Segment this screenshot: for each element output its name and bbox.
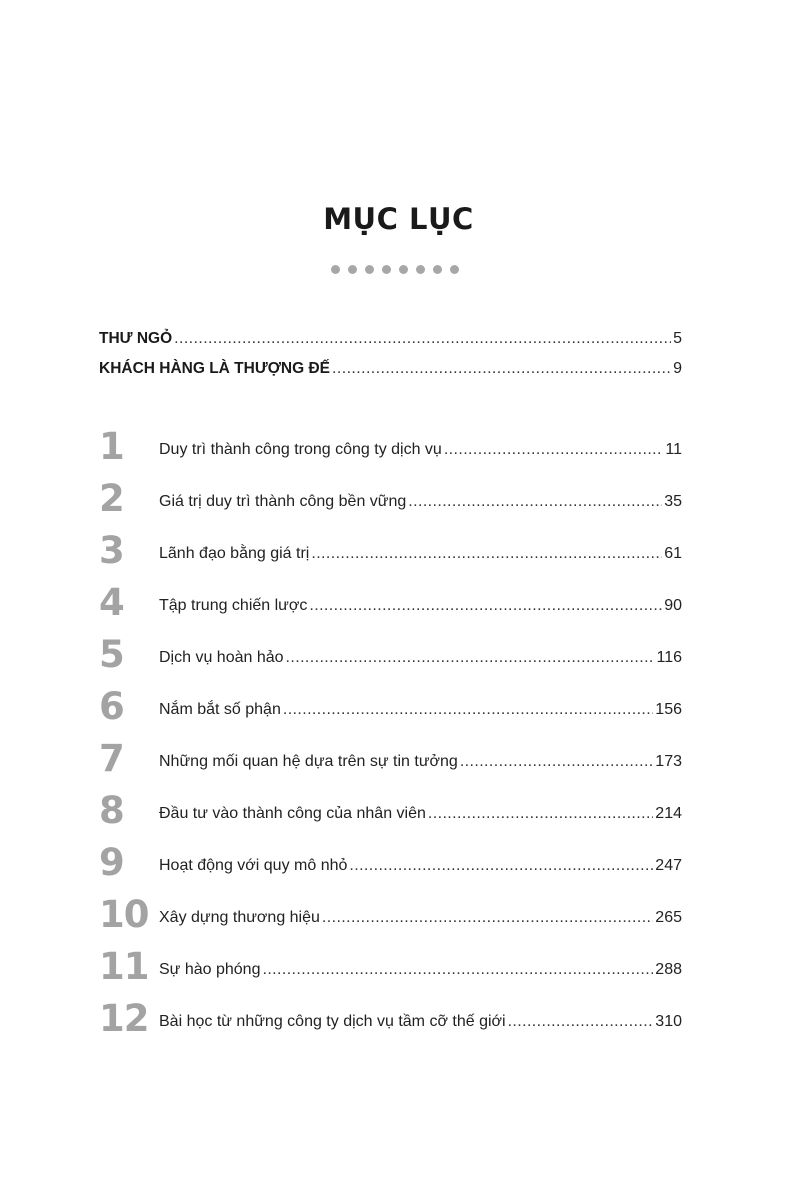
chapter-entry[interactable] xyxy=(99,895,682,935)
chapter-entry[interactable] xyxy=(99,427,682,467)
chapter-number: 5 xyxy=(99,633,124,676)
toc-page-number: 35 xyxy=(664,493,682,510)
dot-leader xyxy=(309,596,662,616)
chapter-entry[interactable] xyxy=(99,635,682,675)
toc-entry-customer-is-king[interactable] xyxy=(99,359,682,379)
title-divider-dots xyxy=(331,265,459,274)
chapter-title: Dịch vụ hoàn hảo xyxy=(159,649,284,666)
toc-page-number: 288 xyxy=(655,961,682,978)
divider-dot xyxy=(399,265,408,274)
divider-dot xyxy=(331,265,340,274)
divider-dot xyxy=(450,265,459,274)
chapter-entry[interactable] xyxy=(99,947,682,987)
chapter-title: Nắm bắt số phận xyxy=(159,701,281,718)
toc-page-number: 116 xyxy=(656,649,682,666)
dot-leader xyxy=(286,648,655,668)
chapter-title: Xây dựng thương hiệu xyxy=(159,909,320,926)
dot-leader xyxy=(444,440,664,460)
chapter-title: Sự hào phóng xyxy=(159,961,261,978)
toc-page-number: 61 xyxy=(664,545,682,562)
chapter-title: Tập trung chiến lược xyxy=(159,597,308,614)
chapter-number: 8 xyxy=(99,789,124,832)
dot-leader xyxy=(174,329,671,349)
chapter-number: 9 xyxy=(99,841,124,884)
page-title: MỤC LỤC xyxy=(323,202,474,236)
chapter-title: Bài học từ những công ty dịch vụ tầm cỡ thế giới xyxy=(159,1013,506,1030)
divider-dot xyxy=(433,265,442,274)
chapter-entry[interactable] xyxy=(99,687,682,727)
chapter-entry[interactable] xyxy=(99,843,682,883)
chapter-number: 1 xyxy=(99,425,124,468)
dot-leader xyxy=(332,359,671,379)
dot-leader xyxy=(262,960,653,980)
toc-page-number: 9 xyxy=(673,360,682,377)
dot-leader xyxy=(460,752,653,772)
chapter-title: Giá trị duy trì thành công bền vững xyxy=(159,493,407,510)
toc-page-number: 265 xyxy=(655,909,682,926)
chapter-number: 4 xyxy=(99,581,124,624)
toc-page-number: 247 xyxy=(655,857,682,874)
toc-entry-label: THƯ NGỎ xyxy=(99,330,173,347)
divider-dot xyxy=(416,265,425,274)
chapter-title: Duy trì thành công trong công ty dịch vụ xyxy=(159,441,442,458)
chapter-number: 12 xyxy=(99,997,149,1040)
chapter-title: Hoạt động với quy mô nhỏ xyxy=(159,857,348,874)
dot-leader xyxy=(322,908,653,928)
dot-leader xyxy=(428,804,653,824)
chapter-entry[interactable] xyxy=(99,791,682,831)
chapter-number: 11 xyxy=(99,945,149,988)
toc-entry-label: KHÁCH HÀNG LÀ THƯỢNG ĐẾ xyxy=(99,360,331,377)
chapter-number: 2 xyxy=(99,477,124,520)
toc-entry-letter[interactable] xyxy=(99,329,682,349)
toc-page-number: 156 xyxy=(655,701,682,718)
toc-page-number: 310 xyxy=(655,1013,682,1030)
divider-dot xyxy=(348,265,357,274)
dot-leader xyxy=(283,700,653,720)
dot-leader xyxy=(408,492,662,512)
chapter-entry[interactable] xyxy=(99,583,682,623)
chapter-entry[interactable] xyxy=(99,999,682,1039)
chapter-number: 7 xyxy=(99,737,124,780)
chapter-title: Những mối quan hệ dựa trên sự tin tưởng xyxy=(159,753,458,770)
dot-leader xyxy=(311,544,662,564)
chapter-entry[interactable] xyxy=(99,479,682,519)
dot-leader xyxy=(508,1012,654,1032)
divider-dot xyxy=(365,265,374,274)
toc-page-number: 11 xyxy=(665,441,682,458)
dot-leader xyxy=(349,856,653,876)
chapter-title: Đầu tư vào thành công của nhân viên xyxy=(159,805,426,822)
chapter-entry[interactable] xyxy=(99,739,682,779)
chapter-entry[interactable] xyxy=(99,531,682,571)
toc-page-number: 5 xyxy=(673,330,682,347)
chapter-number: 6 xyxy=(99,685,124,728)
chapter-number: 3 xyxy=(99,529,124,572)
chapter-number: 10 xyxy=(99,893,149,936)
toc-page-number: 90 xyxy=(664,597,682,614)
chapter-title: Lãnh đạo bằng giá trị xyxy=(159,545,310,562)
divider-dot xyxy=(382,265,391,274)
toc-page-number: 173 xyxy=(655,753,682,770)
toc-page-number: 214 xyxy=(655,805,682,822)
